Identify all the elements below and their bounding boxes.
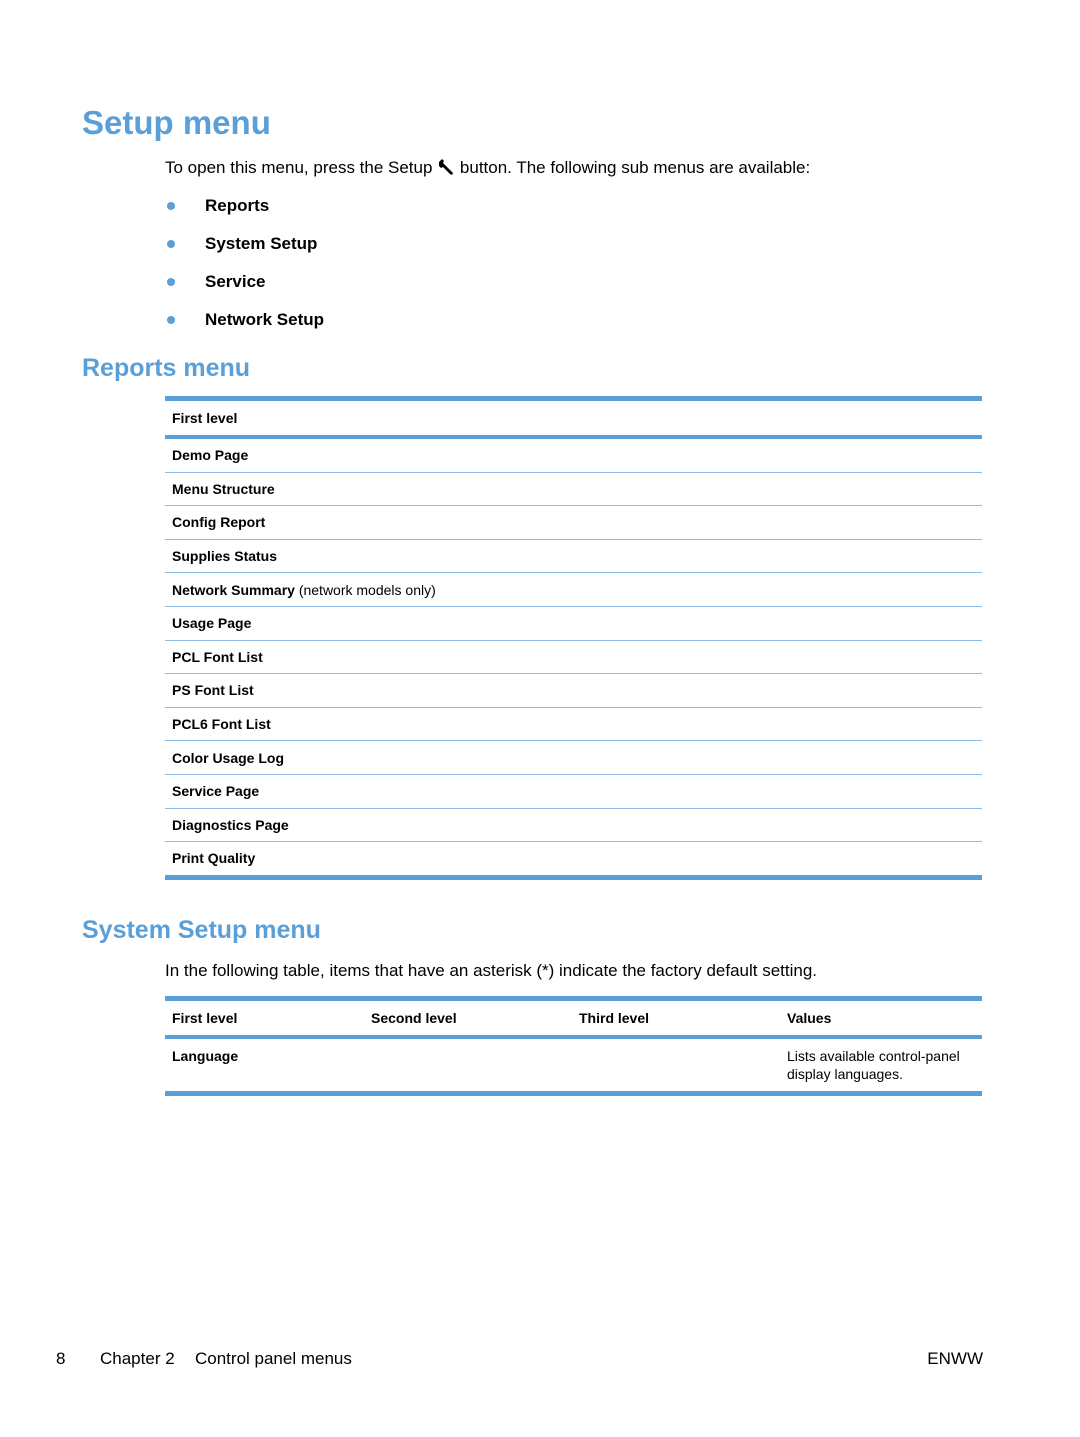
menu-item-label: PCL Font List: [172, 648, 263, 665]
column-header: Second level: [364, 999, 572, 1038]
first-level-cell: [165, 472, 982, 506]
bullet-icon: [167, 240, 175, 248]
first-level-cell: [165, 674, 982, 708]
reports-table: [165, 396, 982, 880]
menu-item-label: Demo Page: [172, 447, 249, 464]
setup-intro: To open this menu, press the Setup button. The following sub menus are available:: [165, 158, 810, 181]
column-header: First level: [165, 999, 364, 1038]
menu-item-note: (network models only): [294, 581, 436, 598]
table-row: [165, 1037, 982, 1094]
table-row: [165, 437, 982, 472]
table-row: [165, 808, 982, 842]
bullet-icon: [167, 316, 175, 324]
table-row: [165, 674, 982, 708]
system-setup-intro: In the following table, items that have an asterisk (*) indicate the factory default setting.: [165, 961, 818, 980]
first-level-cell: [165, 741, 982, 775]
first-level-cell: [165, 606, 982, 640]
menu-item-label: PCL6 Font List: [172, 716, 271, 733]
column-header: Values: [780, 999, 982, 1038]
footer-locale: ENWW: [927, 1349, 983, 1368]
reports-menu-heading: Reports menu: [82, 354, 251, 382]
menu-item-label: Service Page: [172, 783, 260, 800]
first-level-cell: [165, 774, 982, 808]
bullet-icon: [167, 278, 175, 286]
table-row: [165, 842, 982, 878]
bullet-icon: [167, 202, 175, 210]
first-level-cell: [165, 808, 982, 842]
values-cell: Lists available control-panel display languages.: [787, 1048, 960, 1082]
document-page: Setup menu To open this menu, press the Setup button. The following sub menus are available: Reports System Setup Service Network Setup Reports menu First level Demo Page Menu Structure Config Report Supplies Status Network Summary (network models only) Usage Page PCL Font List PS Font List PCL6 Font List Color Usage Log Service Page Diagnostics Page Print Quality System Setup menu In the following table, items that have an asterisk (*) indicate the factory default setting. First level Second level Third level Values Language Lists available control-panel display languages. 8 Chapter 2 Control panel menus ENWW: [56, 104, 983, 1368]
menu-item-label: Diagnostics Page: [172, 816, 289, 833]
column-header: First level: [165, 399, 982, 438]
menu-item-label: Print Quality: [172, 850, 256, 867]
first-level-cell: Language: [172, 1048, 239, 1064]
first-level-cell: [165, 539, 982, 573]
first-level-cell: [165, 506, 982, 540]
table-row: [165, 774, 982, 808]
menu-item-label: PS Font List: [172, 682, 254, 699]
table-row: [165, 539, 982, 573]
system-setup-table: [165, 996, 982, 1096]
footer-page-number: 8: [56, 1349, 66, 1368]
menu-item-label: Config Report: [172, 514, 266, 531]
footer-chapter-title: Control panel menus: [195, 1349, 352, 1368]
wrench-icon: [437, 158, 455, 181]
menu-item-label: Network Summary: [172, 581, 295, 598]
table-row: [165, 640, 982, 674]
column-header: Third level: [572, 999, 780, 1038]
menu-item-label: Color Usage Log: [172, 749, 285, 766]
table-row: [165, 506, 982, 540]
page-title: Setup menu: [82, 104, 271, 141]
menu-item-label: Supplies Status: [172, 548, 278, 565]
second-level-cell: [364, 1037, 572, 1094]
first-level-cell: [165, 437, 982, 472]
table-row: [165, 741, 982, 775]
first-level-cell: [165, 640, 982, 674]
table-row: [165, 472, 982, 506]
first-level-cell: [165, 842, 982, 878]
third-level-cell: [572, 1037, 780, 1094]
footer-chapter: Chapter 2: [100, 1349, 175, 1368]
first-level-cell: [165, 573, 982, 607]
system-setup-heading: System Setup menu: [82, 916, 321, 944]
table-row: [165, 573, 982, 607]
table-row: [165, 707, 982, 741]
menu-item-label: Menu Structure: [172, 480, 275, 497]
table-row: [165, 606, 982, 640]
menu-item-label: Usage Page: [172, 615, 252, 632]
first-level-cell: [165, 707, 982, 741]
